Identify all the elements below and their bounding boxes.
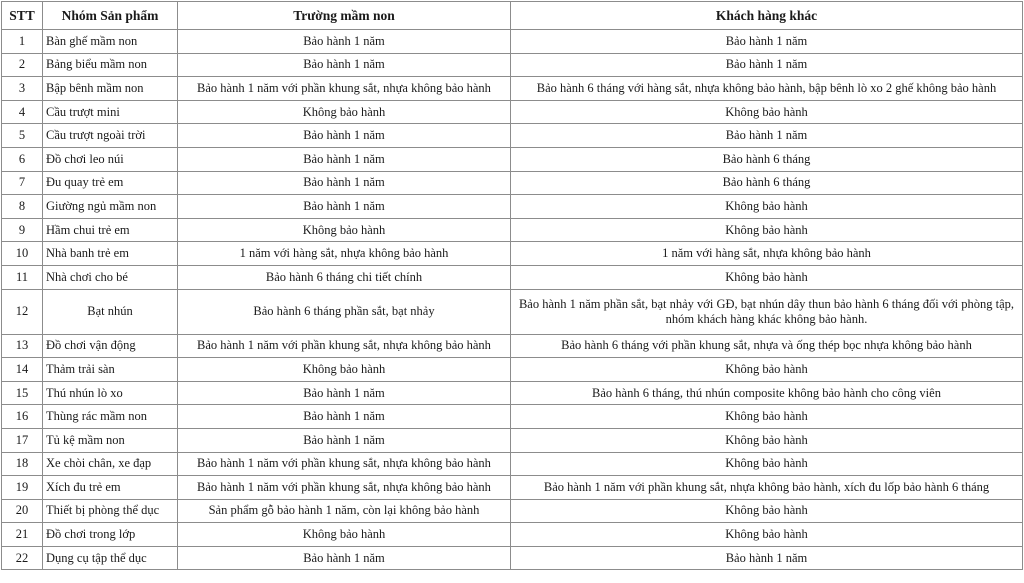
row-product-group-cell: Bàn ghế mầm non xyxy=(43,30,178,54)
row-stt-cell: 9 xyxy=(2,218,43,242)
row-stt-cell: 1 xyxy=(2,30,43,54)
row-stt-cell: 10 xyxy=(2,242,43,266)
row-stt-cell: 19 xyxy=(2,476,43,500)
table-row xyxy=(2,30,1023,54)
table-row xyxy=(2,358,1023,382)
row-kindergarten-warranty-cell: Bảo hành 1 năm xyxy=(178,53,511,77)
row-product-group-cell: Bạt nhún xyxy=(43,289,178,334)
row-stt-cell: 4 xyxy=(2,100,43,124)
row-kindergarten-warranty-cell: Bảo hành 6 tháng phần sắt, bạt nhảy xyxy=(178,289,511,334)
row-kindergarten-warranty-cell: Bảo hành 1 năm xyxy=(178,124,511,148)
row-other-customers-warranty-cell: Không bảo hành xyxy=(511,100,1023,124)
row-stt-cell: 11 xyxy=(2,265,43,289)
row-other-customers-warranty-cell: Không bảo hành xyxy=(511,452,1023,476)
table-row xyxy=(2,523,1023,547)
row-other-customers-warranty-cell: Bảo hành 6 tháng, thú nhún composite không bảo hành cho công viên xyxy=(511,381,1023,405)
row-other-customers-warranty-cell: Bảo hành 6 tháng xyxy=(511,147,1023,171)
row-kindergarten-warranty-cell: Bảo hành 1 năm xyxy=(178,428,511,452)
row-product-group-cell: Xe chòi chân, xe đạp xyxy=(43,452,178,476)
row-product-group-cell: Thùng rác mầm non xyxy=(43,405,178,429)
row-kindergarten-warranty-cell: Bảo hành 1 năm với phần khung sắt, nhựa không bảo hành xyxy=(178,476,511,500)
row-other-customers-warranty-cell: Bảo hành 6 tháng với hàng sắt, nhựa không bảo hành, bập bênh lò xo 2 ghế không bảo hành xyxy=(511,77,1023,101)
table-body xyxy=(2,30,1023,570)
header-product-group: Nhóm Sản phẩm xyxy=(43,2,178,30)
row-product-group-cell: Tủ kệ mầm non xyxy=(43,428,178,452)
row-kindergarten-warranty-cell: Bảo hành 1 năm xyxy=(178,171,511,195)
row-product-group-cell: Bảng biểu mầm non xyxy=(43,53,178,77)
row-stt-cell: 12 xyxy=(2,289,43,334)
row-product-group-cell: Giường ngủ mầm non xyxy=(43,195,178,219)
row-kindergarten-warranty-cell: Bảo hành 1 năm với phần khung sắt, nhựa không bảo hành xyxy=(178,77,511,101)
row-product-group-cell: Bập bênh mầm non xyxy=(43,77,178,101)
warranty-table xyxy=(1,1,1023,570)
table-row xyxy=(2,265,1023,289)
row-product-group-cell: Xích đu trẻ em xyxy=(43,476,178,500)
row-kindergarten-warranty-cell: Không bảo hành xyxy=(178,100,511,124)
row-stt-cell: 3 xyxy=(2,77,43,101)
row-other-customers-warranty-cell: Không bảo hành xyxy=(511,405,1023,429)
row-kindergarten-warranty-cell: Bảo hành 1 năm xyxy=(178,30,511,54)
row-other-customers-warranty-cell: Bảo hành 1 năm phần sắt, bạt nhảy với GĐ, bạt nhún dây thun bảo hành 6 tháng đối với phòng tập, nhóm khách hàng khác không bảo hành. xyxy=(511,289,1023,334)
row-product-group-cell: Dụng cụ tập thể dục xyxy=(43,546,178,570)
row-product-group-cell: Thảm trải sàn xyxy=(43,358,178,382)
row-kindergarten-warranty-cell: Bảo hành 1 năm xyxy=(178,147,511,171)
header-stt: STT xyxy=(2,2,43,30)
row-stt-cell: 20 xyxy=(2,499,43,523)
table-row xyxy=(2,546,1023,570)
row-product-group-cell: Nhà chơi cho bé xyxy=(43,265,178,289)
table-row xyxy=(2,77,1023,101)
table-row xyxy=(2,289,1023,334)
table-row xyxy=(2,124,1023,148)
row-other-customers-warranty-cell: Bảo hành 1 năm xyxy=(511,546,1023,570)
table-row xyxy=(2,499,1023,523)
row-kindergarten-warranty-cell: Bảo hành 1 năm với phần khung sắt, nhựa không bảo hành xyxy=(178,452,511,476)
table-row xyxy=(2,171,1023,195)
row-stt-cell: 7 xyxy=(2,171,43,195)
row-stt-cell: 5 xyxy=(2,124,43,148)
row-other-customers-warranty-cell: Bảo hành 1 năm xyxy=(511,124,1023,148)
row-kindergarten-warranty-cell: Bảo hành 6 tháng chi tiết chính xyxy=(178,265,511,289)
row-other-customers-warranty-cell: Không bảo hành xyxy=(511,523,1023,547)
row-product-group-cell: Đồ chơi vận động xyxy=(43,334,178,358)
row-stt-cell: 2 xyxy=(2,53,43,77)
row-other-customers-warranty-cell: Không bảo hành xyxy=(511,218,1023,242)
row-other-customers-warranty-cell: 1 năm với hàng sắt, nhựa không bảo hành xyxy=(511,242,1023,266)
row-other-customers-warranty-cell: Không bảo hành xyxy=(511,428,1023,452)
row-product-group-cell: Cầu trượt ngoài trời xyxy=(43,124,178,148)
row-kindergarten-warranty-cell: Bảo hành 1 năm xyxy=(178,546,511,570)
header-other-customers: Khách hàng khác xyxy=(511,2,1023,30)
header-kindergarten: Trường mầm non xyxy=(178,2,511,30)
row-product-group-cell: Thiết bị phòng thể dục xyxy=(43,499,178,523)
row-product-group-cell: Cầu trượt mini xyxy=(43,100,178,124)
row-stt-cell: 16 xyxy=(2,405,43,429)
row-kindergarten-warranty-cell: 1 năm với hàng sắt, nhựa không bảo hành xyxy=(178,242,511,266)
row-product-group-cell: Đồ chơi trong lớp xyxy=(43,523,178,547)
row-product-group-cell: Đu quay trẻ em xyxy=(43,171,178,195)
row-other-customers-warranty-cell: Không bảo hành xyxy=(511,195,1023,219)
table-row xyxy=(2,147,1023,171)
row-stt-cell: 17 xyxy=(2,428,43,452)
table-row xyxy=(2,381,1023,405)
row-kindergarten-warranty-cell: Không bảo hành xyxy=(178,358,511,382)
row-other-customers-warranty-cell: Bảo hành 6 tháng với phần khung sắt, nhựa và ống thép bọc nhựa không bảo hành xyxy=(511,334,1023,358)
row-kindergarten-warranty-cell: Sản phẩm gỗ bảo hành 1 năm, còn lại không bảo hành xyxy=(178,499,511,523)
table-row xyxy=(2,452,1023,476)
row-stt-cell: 8 xyxy=(2,195,43,219)
row-kindergarten-warranty-cell: Bảo hành 1 năm xyxy=(178,195,511,219)
table-row xyxy=(2,428,1023,452)
row-other-customers-warranty-cell: Bảo hành 6 tháng xyxy=(511,171,1023,195)
table-row xyxy=(2,405,1023,429)
table-row xyxy=(2,218,1023,242)
row-kindergarten-warranty-cell: Bảo hành 1 năm xyxy=(178,381,511,405)
row-kindergarten-warranty-cell: Bảo hành 1 năm xyxy=(178,405,511,429)
row-stt-cell: 18 xyxy=(2,452,43,476)
row-stt-cell: 15 xyxy=(2,381,43,405)
row-product-group-cell: Thú nhún lò xo xyxy=(43,381,178,405)
row-other-customers-warranty-cell: Không bảo hành xyxy=(511,265,1023,289)
row-other-customers-warranty-cell: Bảo hành 1 năm xyxy=(511,53,1023,77)
row-kindergarten-warranty-cell: Bảo hành 1 năm với phần khung sắt, nhựa không bảo hành xyxy=(178,334,511,358)
row-other-customers-warranty-cell: Không bảo hành xyxy=(511,499,1023,523)
table-row xyxy=(2,100,1023,124)
row-kindergarten-warranty-cell: Không bảo hành xyxy=(178,523,511,547)
header-row xyxy=(2,2,1023,30)
row-stt-cell: 14 xyxy=(2,358,43,382)
row-stt-cell: 6 xyxy=(2,147,43,171)
row-kindergarten-warranty-cell: Không bảo hành xyxy=(178,218,511,242)
row-other-customers-warranty-cell: Bảo hành 1 năm với phần khung sắt, nhựa không bảo hành, xích đu lốp bảo hành 6 tháng xyxy=(511,476,1023,500)
table-row xyxy=(2,53,1023,77)
table-row xyxy=(2,195,1023,219)
table-row xyxy=(2,242,1023,266)
table-row xyxy=(2,476,1023,500)
row-product-group-cell: Nhà banh trẻ em xyxy=(43,242,178,266)
row-stt-cell: 13 xyxy=(2,334,43,358)
row-product-group-cell: Đồ chơi leo núi xyxy=(43,147,178,171)
row-stt-cell: 21 xyxy=(2,523,43,547)
table-row xyxy=(2,334,1023,358)
row-other-customers-warranty-cell: Không bảo hành xyxy=(511,358,1023,382)
row-product-group-cell: Hầm chui trẻ em xyxy=(43,218,178,242)
row-stt-cell: 22 xyxy=(2,546,43,570)
row-other-customers-warranty-cell: Bảo hành 1 năm xyxy=(511,30,1023,54)
